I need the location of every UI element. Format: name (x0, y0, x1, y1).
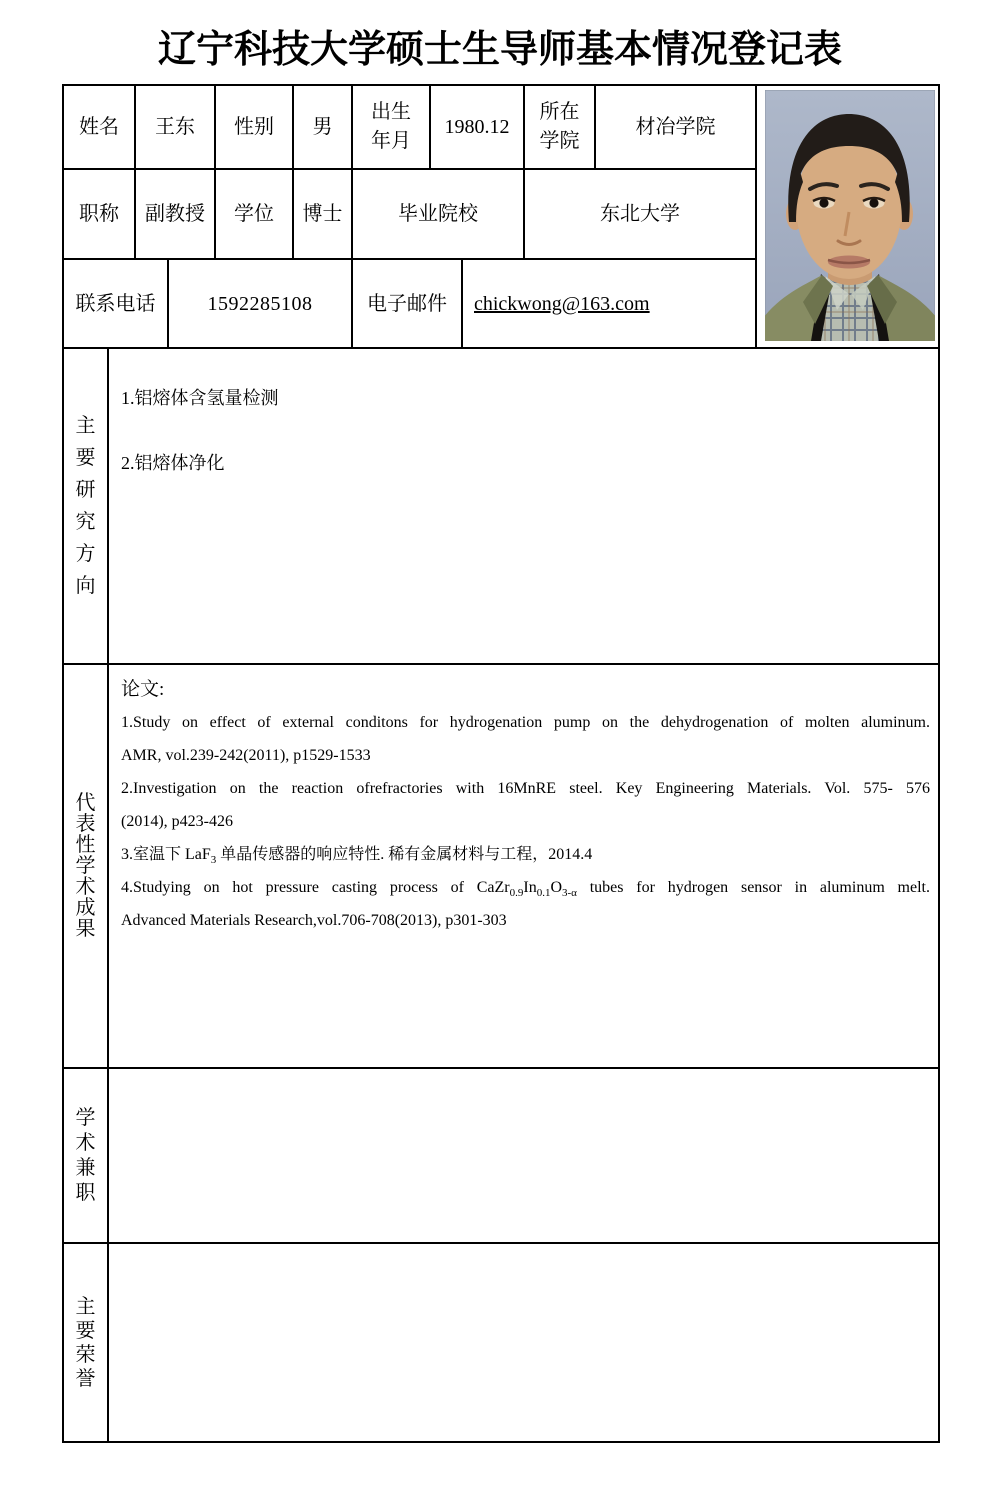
paper-line: 1.Study on effect of external conditons for hydrogenation pump on the dehydrogenation of molten aluminum. (121, 714, 930, 731)
title-value: 副教授 (134, 168, 216, 260)
college-label: 所在学院 (523, 84, 596, 170)
college-value: 材冶学院 (594, 84, 757, 170)
achievements-label-cell (62, 663, 109, 1069)
paper-line: (2014), p423-426 (121, 813, 233, 830)
email-link[interactable]: chickwong@163.com (474, 292, 650, 315)
name-value: 王东 (134, 84, 216, 170)
paper-line: 3.室温下 LaF$_3$ 单晶传感器的响应特性. 稀有金属材料与工程，2014.4 (121, 846, 593, 867)
papers-heading: 论文: (121, 679, 165, 700)
page-title: 辽宁科技大学硕士生导师基本情况登记表 (157, 29, 842, 71)
honors-label-cell (62, 1242, 109, 1443)
gender-value: 男 (292, 84, 353, 170)
paper-line: AMR, vol.239-242(2011), p1529-1533 (121, 747, 371, 764)
phone-value: 1592285108 (167, 258, 353, 349)
research-label-cell (62, 347, 109, 665)
positions-content (107, 1067, 940, 1244)
paper-line: 2.Investigation on the reaction ofrefractories with 16MnRE steel. Key Engineering Materials. Vol. 575- 576 (121, 780, 930, 797)
name-label: 姓名 (62, 84, 136, 170)
honors-content (107, 1242, 940, 1443)
achievements-content (107, 663, 940, 1069)
birth-label: 出生年月 (351, 84, 431, 170)
degree-label: 学位 (214, 168, 294, 260)
school-value: 东北大学 (523, 168, 757, 260)
research-item: 1.铝熔体含氢量检测 (121, 388, 279, 408)
title-label: 职称 (62, 168, 136, 260)
email-cell (461, 258, 757, 349)
positions-label: 学 术 兼 职 (75, 1107, 96, 1204)
honors-label: 主 要 荣 誉 (75, 1295, 96, 1390)
birth-value: 1980.12 (429, 84, 525, 170)
school-label: 毕业院校 (351, 168, 525, 260)
research-item: 2.铝熔体净化 (121, 453, 225, 473)
achievements-label: 代 表 性 学 术 成 果 (75, 792, 96, 940)
research-label: 主 要 研 究 方 向 (75, 415, 96, 597)
research-content (107, 347, 940, 665)
degree-value: 博士 (292, 168, 353, 260)
portrait-photo (765, 90, 935, 341)
paper-line: 4.Studying on hot pressure casting process of $CaZr_{0.9}In_{0.1}O_{3-\alpha}$ tubes for hydrogen sensor in aluminum melt. (121, 879, 930, 900)
paper-line: Advanced Materials Research,vol.706-708(2013), p301-303 (121, 912, 507, 929)
positions-label-cell (62, 1067, 109, 1244)
phone-label: 联系电话 (62, 258, 169, 349)
gender-label: 性别 (214, 84, 294, 170)
email-label: 电子邮件 (351, 258, 463, 349)
